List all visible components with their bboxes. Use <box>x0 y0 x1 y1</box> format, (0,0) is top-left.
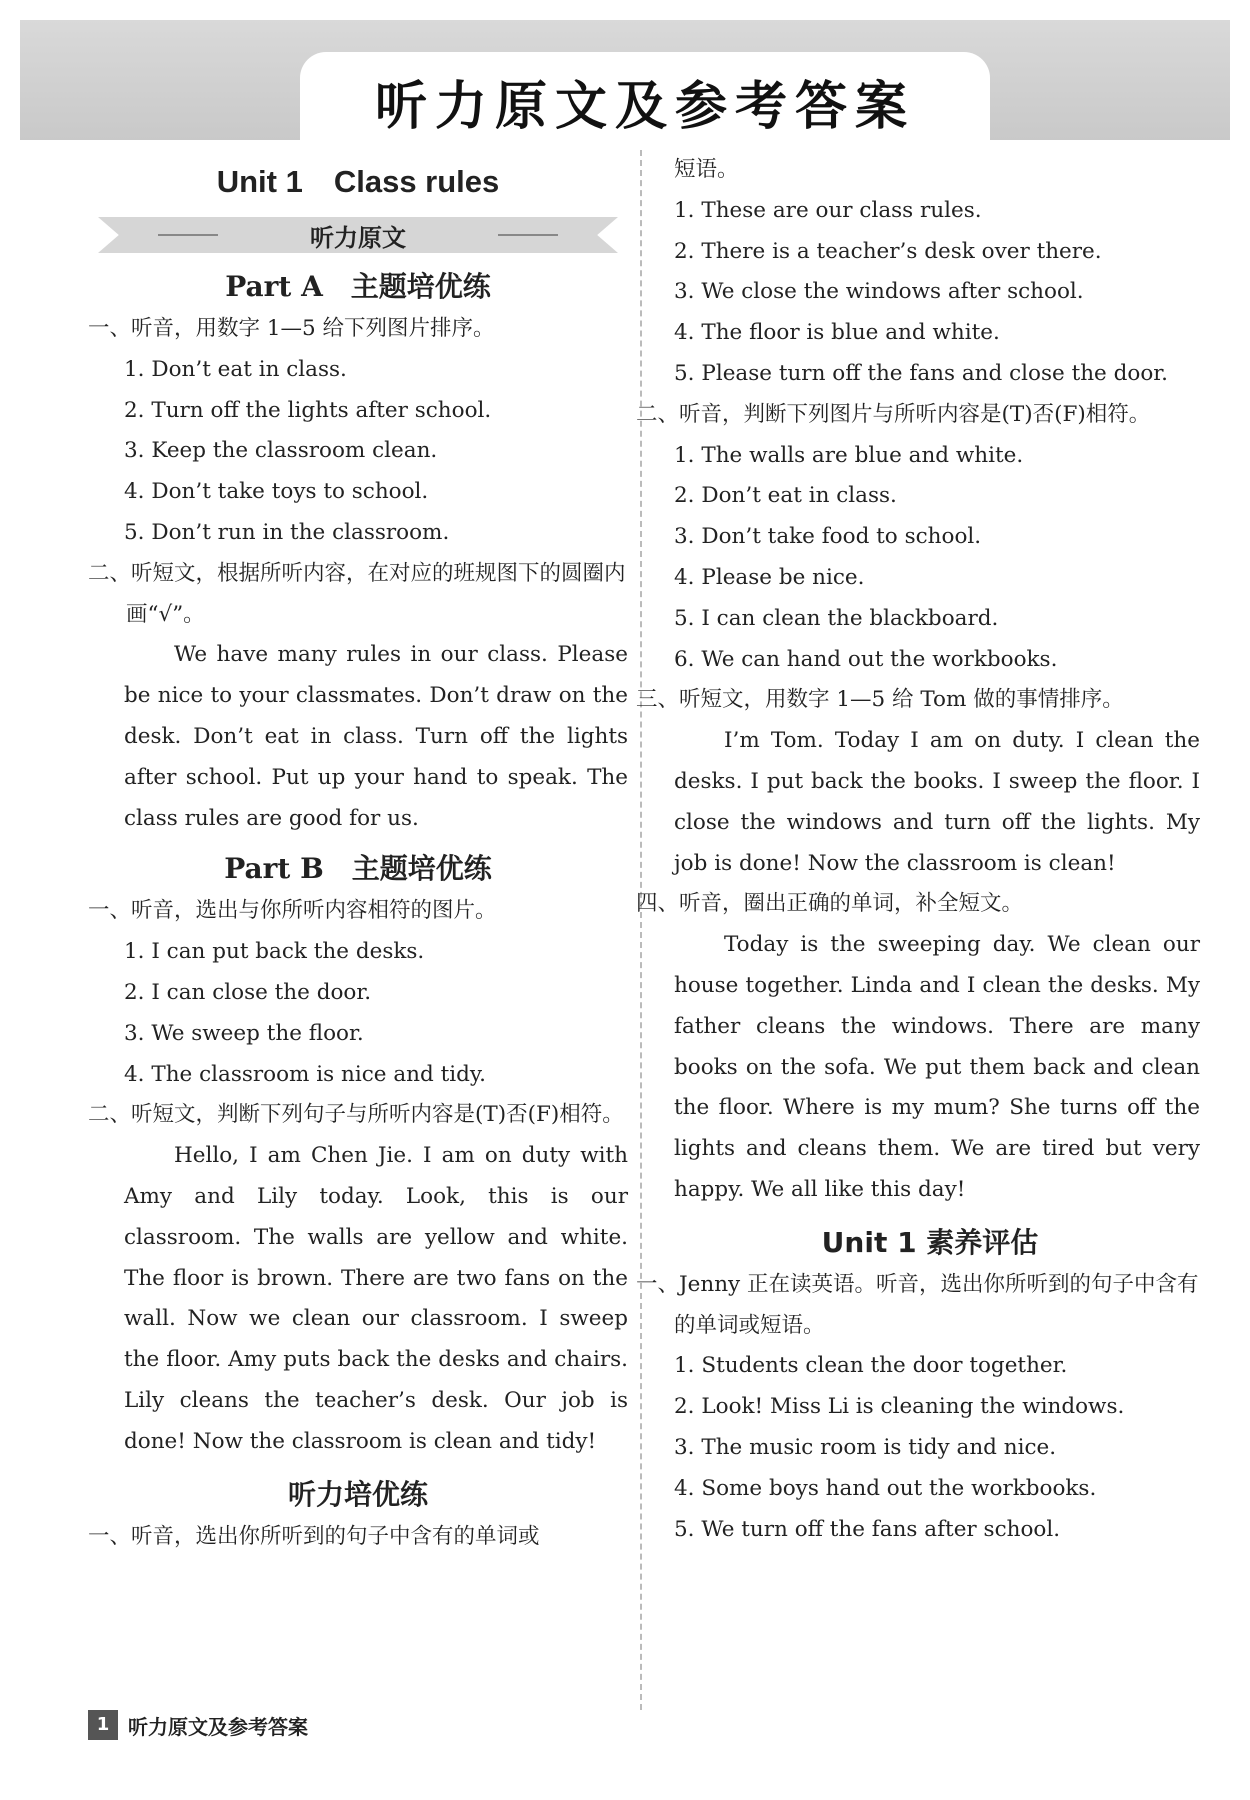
passage-b2: Hello, I am Chen Jie. I am on duty with Amy and Lily today. Look, this is our classroom. The walls are yellow and white. The floor is brown. There are two fans on the wall. Now we clean our classroom. I sweep the floor. Amy puts back the desks and chairs. Lily cleans the teacher’s desk. Our job is done! Now the classroom is clean and tidy! <box>124 1143 628 1454</box>
list-item: 1. I can put back the desks. <box>124 939 425 965</box>
footer-label: 听力原文及参考答案 <box>128 1714 308 1739</box>
list-item: 3. Don’t take food to school. <box>674 524 982 550</box>
list-item: 1. These are our class rules. <box>674 197 982 223</box>
part-a-title: Part A 主题培优练 <box>225 270 491 303</box>
question-a1: 一、听音，用数字 1—5 给下列图片排序。 <box>88 316 495 341</box>
list-item: 2. I can close the door. <box>124 979 372 1005</box>
question-r2: 二、听音，判断下列图片与所听内容是(T)否(F)相符。 <box>636 401 1151 427</box>
list-item: 4. The classroom is nice and tidy. <box>124 1061 487 1087</box>
unit-evaluation-title: Unit 1 素养评估 <box>821 1225 1039 1259</box>
question-r4: 四、听音，圈出正确的单词，补全短文。 <box>636 891 1024 917</box>
passage-r4: Today is the sweeping day. We clean our house together. Linda and I clean the desks. My father cleans the windows. There are many books on the sofa. We put them back and clean the floor. Where is my mum? She turns off the lights and cleans them. We are tired but very happy. We all like this day! <box>674 932 1200 1202</box>
list-item: 5. We turn off the fans after school. <box>674 1516 1061 1542</box>
list-item: 4. Don’t take toys to school. <box>124 479 429 505</box>
list-item: 2. Don’t eat in class. <box>674 483 897 509</box>
list-item: 4. Please be nice. <box>674 564 865 590</box>
list-item: 2. There is a teacher’s desk over there. <box>674 238 1102 264</box>
continued-text: 短语。 <box>674 157 739 182</box>
passage-a2: We have many rules in our class. Please be nice to your classmates. Don’t draw on the desk. Don’t eat in class. Turn off the lights after school. Put up your hand to speak. The class rules are good for us. <box>124 642 628 831</box>
list-item: 1. Don’t eat in class. <box>124 356 347 382</box>
part-b-title: Part B 主题培优练 <box>224 852 492 886</box>
list-item: 3. Keep the classroom clean. <box>124 438 438 464</box>
page-title: 听力原文及参考答案 <box>374 77 915 137</box>
page-number: 1 <box>88 1710 118 1740</box>
question-l1: 一、听音，选出你所听到的句子中含有的单词或 <box>88 1523 540 1549</box>
list-item: 3. We sweep the floor. <box>124 1020 364 1046</box>
list-item: 2. Turn off the lights after school. <box>124 397 492 423</box>
list-item: 3. We close the windows after school. <box>674 279 1084 305</box>
banner-label: 听力原文 <box>310 223 406 252</box>
list-item: 1. Students clean the door together. <box>674 1353 1068 1379</box>
list-item: 5. Don’t run in the classroom. <box>124 519 450 545</box>
question-r3: 三、听短文，用数字 1—5 给 Tom 做的事情排序。 <box>636 687 1124 713</box>
left-column <box>88 150 628 1557</box>
list-item: 3. The music room is tidy and nice. <box>674 1434 1057 1460</box>
question-a2: 二、听短文，根据所听内容，在对应的班规图下的圆圈内画“√”。 <box>88 560 626 627</box>
listening-practice-title: 听力培优练 <box>287 1477 428 1511</box>
column-divider <box>640 150 642 1710</box>
right-column <box>636 150 1200 1550</box>
list-item: 5. Please turn off the fans and close the door. <box>674 360 1169 386</box>
list-item: 4. Some boys hand out the workbooks. <box>674 1475 1097 1501</box>
question-b1: 一、听音，选出与你所听内容相符的图片。 <box>88 898 497 924</box>
question-e1: 一、Jenny 正在读英语。听音，选出你所听到的句子中含有的单词或短语。 <box>636 1271 1199 1338</box>
list-item: 4. The floor is blue and white. <box>674 320 1000 346</box>
list-item: 6. We can hand out the workbooks. <box>674 646 1058 672</box>
unit-title: Unit 1 Class rules <box>216 164 500 199</box>
page-footer <box>88 1710 308 1740</box>
passage-r3: I’m Tom. Today I am on duty. I clean the desks. I put back the books. I sweep the floor. I close the windows and turn off the lights. My job is done! Now the classroom is clean! <box>674 728 1200 876</box>
list-item: 1. The walls are blue and white. <box>674 442 1024 468</box>
section-banner <box>88 213 628 257</box>
list-item: 5. I can clean the blackboard. <box>674 605 999 631</box>
question-b2: 二、听短文，判断下列句子与所听内容是(T)否(F)相符。 <box>88 1102 624 1128</box>
list-item: 2. Look! Miss Li is cleaning the windows. <box>674 1394 1125 1420</box>
